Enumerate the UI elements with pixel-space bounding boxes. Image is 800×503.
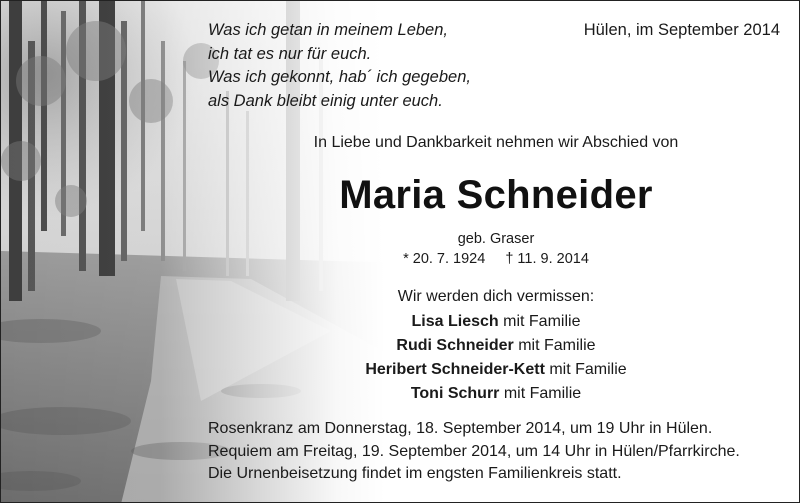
mourner-name: Heribert Schneider-Kett <box>365 361 545 378</box>
mourners-list <box>191 310 800 406</box>
service-line: Rosenkranz am Donnerstag, 18. September 2014, um 19 Uhr in Hülen. <box>208 420 713 437</box>
mourner-name: Rudi Schneider <box>396 337 514 354</box>
birth-date: * 20. 7. 1924 <box>403 251 486 267</box>
service-announcements <box>208 418 740 486</box>
poem-line: Was ich getan in meinem Leben, <box>208 21 448 39</box>
poem-line: Was ich gekonnt, hab´ ich gegeben, <box>208 68 471 86</box>
poem <box>208 19 471 113</box>
place-date: Hülen, im September 2014 <box>583 21 780 39</box>
intro-text: In Liebe und Dankbarkeit nehmen wir Abschied von <box>313 134 679 151</box>
mourner-entry <box>191 358 800 382</box>
service-line: Requiem am Freitag, 19. September 2014, um 14 Uhr in Hülen/Pfarrkirche. <box>208 442 740 460</box>
maiden-name: geb. Graser <box>457 231 535 247</box>
mourner-entry <box>191 310 800 334</box>
mourner-suffix: mit Familie <box>544 361 627 378</box>
mourner-name: Toni Schurr <box>410 385 500 402</box>
life-dates <box>191 251 800 267</box>
service-line: Die Urnenbeisetzung findet im engsten Familienkreis statt. <box>208 465 622 482</box>
mourner-entry <box>191 334 800 358</box>
death-date: † 11. 9. 2014 <box>505 251 589 267</box>
mourner-suffix: mit Familie <box>499 385 582 402</box>
mourner-suffix: mit Familie <box>498 313 581 330</box>
mourner-name: Lisa Liesch <box>411 313 499 330</box>
poem-line: ich tat es nur für euch. <box>208 44 372 63</box>
mourner-suffix: mit Familie <box>513 337 596 354</box>
deceased-name: Maria Schneider <box>339 173 653 217</box>
mourner-entry <box>191 382 800 406</box>
poem-line: als Dank bleibt einig unter euch. <box>208 91 443 110</box>
missing-text: Wir werden dich vermissen: <box>397 288 595 305</box>
